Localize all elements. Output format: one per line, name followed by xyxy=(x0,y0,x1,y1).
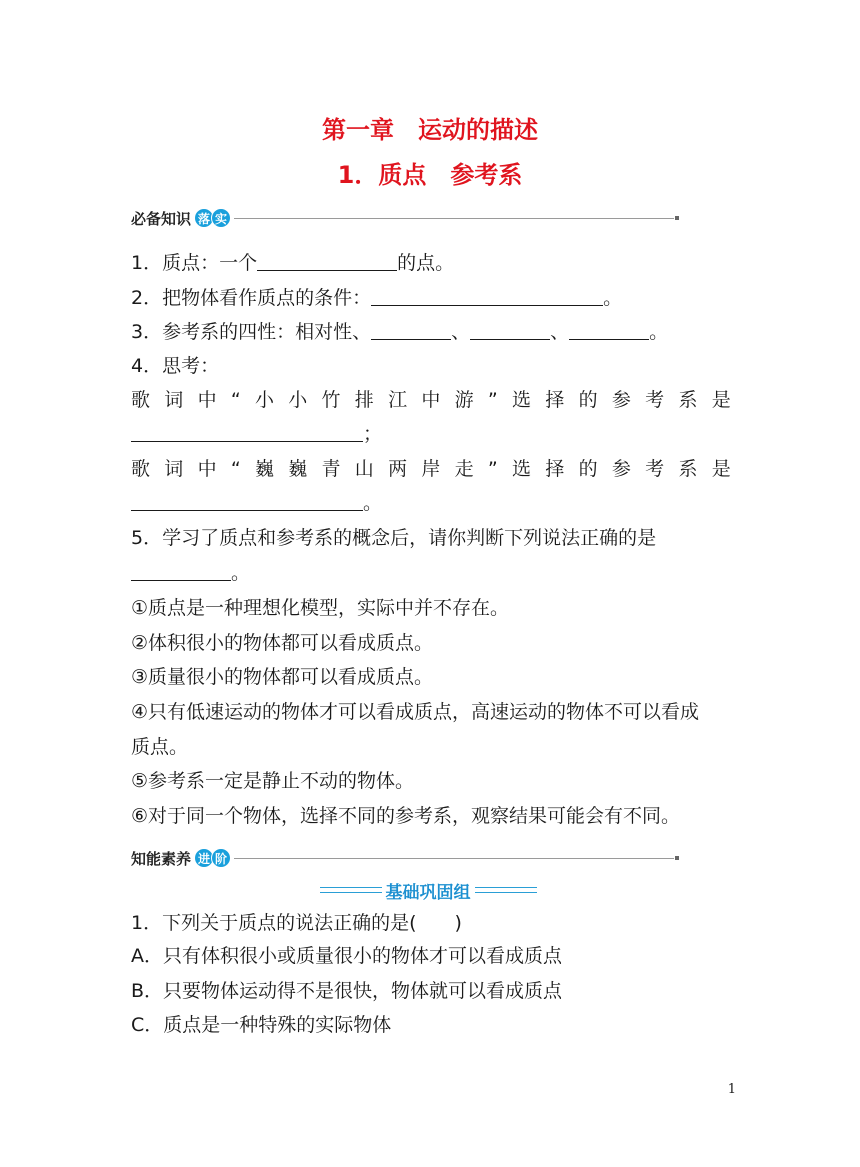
item-text: 的点。 xyxy=(397,252,455,274)
statement-3: ③质量很小的物体都可以看成质点。 xyxy=(131,666,434,688)
line-end: ； xyxy=(363,423,383,445)
lyric-char: 的 xyxy=(578,389,598,411)
lyric-answer-1 xyxy=(131,421,731,447)
lyric-char: 排 xyxy=(354,389,374,411)
lyric-char: 是 xyxy=(711,458,731,480)
lyric-char: 考 xyxy=(645,389,665,411)
lyric-char: “ xyxy=(230,389,241,411)
section-badge xyxy=(194,848,228,868)
lyric-char: 巍 xyxy=(254,458,274,480)
lyric-char: 是 xyxy=(711,389,731,411)
fill-blank[interactable] xyxy=(131,490,363,511)
lyric-answer-2 xyxy=(131,490,731,516)
lyric-char: 两 xyxy=(388,458,408,480)
knowledge-item-4-label: 4．思考： xyxy=(131,355,220,377)
lyric-char: ” xyxy=(487,389,498,411)
lyric-char: 系 xyxy=(678,389,698,411)
divider-end-dot xyxy=(675,216,679,220)
line-end: 。 xyxy=(231,562,251,584)
item-text: 。 xyxy=(603,287,623,309)
lyric-char: 歌 xyxy=(131,389,151,411)
group-title-text: 基础巩固组 xyxy=(385,882,471,903)
knowledge-item-3 xyxy=(131,319,731,345)
knowledge-item-2 xyxy=(131,285,731,311)
exercise-option-b[interactable]: B．只要物体运动得不是很快，物体就可以看成质点 xyxy=(131,980,563,1002)
lyric-char: 小 xyxy=(254,389,274,411)
statement-2: ②体积很小的物体都可以看成质点。 xyxy=(131,632,434,654)
lyric-char: 小 xyxy=(288,389,308,411)
section-header-practice xyxy=(131,846,679,870)
section-label: 必备知识 xyxy=(131,209,192,228)
item-text: 3．参考系的四性：相对性、 xyxy=(131,321,372,343)
badge-char: 落 xyxy=(194,208,214,228)
section-divider xyxy=(234,218,674,219)
lyric-char: 青 xyxy=(321,458,341,480)
lyric-char: 选 xyxy=(512,389,532,411)
fill-blank[interactable] xyxy=(257,250,397,271)
item-text: 2．把物体看作质点的条件： xyxy=(131,287,372,309)
fill-blank[interactable] xyxy=(470,319,550,340)
lyric-char: 参 xyxy=(611,458,631,480)
lyric-char: 中 xyxy=(197,458,217,480)
lyric-char: 选 xyxy=(512,458,532,480)
fill-blank[interactable] xyxy=(569,319,649,340)
lyric-char: 山 xyxy=(354,458,374,480)
lyric-char: 游 xyxy=(454,389,474,411)
fill-blank[interactable] xyxy=(371,285,603,306)
item-text: 。 xyxy=(649,321,669,343)
fill-blank[interactable] xyxy=(371,319,451,340)
group-title xyxy=(308,877,548,903)
lyric-char: 岸 xyxy=(421,458,441,480)
knowledge-item-1 xyxy=(131,250,731,276)
lyric-question-2 xyxy=(131,456,731,482)
separator: 、 xyxy=(550,321,570,343)
lyric-char: 的 xyxy=(578,458,598,480)
lyric-char: 择 xyxy=(545,458,565,480)
lyric-char: 中 xyxy=(197,389,217,411)
section-header-knowledge xyxy=(131,206,679,230)
lyric-question-1 xyxy=(131,387,731,413)
statement-4: ④只有低速运动的物体才可以看成质点，高速运动的物体不可以看成 xyxy=(131,701,700,723)
section-divider xyxy=(234,858,674,859)
statement-6: ⑥对于同一个物体，选择不同的参考系，观察结果可能会有不同。 xyxy=(131,805,681,827)
lyric-char: 参 xyxy=(611,389,631,411)
lyric-char: 走 xyxy=(454,458,474,480)
section-label: 知能素养 xyxy=(131,849,192,868)
chapter-title: 第一章 运动的描述 xyxy=(322,116,538,144)
exercise-question: 1．下列关于质点的说法正确的是( ) xyxy=(131,912,462,934)
separator: 、 xyxy=(451,321,471,343)
lesson-title: 1．质点 参考系 xyxy=(337,161,523,189)
exercise-option-a[interactable]: A．只有体积很小或质量很小的物体才可以看成质点 xyxy=(131,945,562,967)
lyric-char: “ xyxy=(230,458,241,480)
lyric-char: 择 xyxy=(545,389,565,411)
badge-char: 实 xyxy=(211,208,231,228)
lyric-char: 歌 xyxy=(131,458,151,480)
lyric-char: 江 xyxy=(388,389,408,411)
knowledge-item-5-answer xyxy=(131,560,731,586)
lyric-char: 竹 xyxy=(321,389,341,411)
line-end: 。 xyxy=(363,492,383,514)
lyric-char: 词 xyxy=(164,458,184,480)
fill-blank[interactable] xyxy=(131,560,231,581)
knowledge-item-5: 5．学习了质点和参考系的概念后，请你判断下列说法正确的是 xyxy=(131,527,657,549)
exercise-option-c[interactable]: C．质点是一种特殊的实际物体 xyxy=(131,1014,392,1036)
divider-end-dot xyxy=(675,856,679,860)
lyric-char: 考 xyxy=(645,458,665,480)
badge-char: 阶 xyxy=(211,848,231,868)
lyric-char: 巍 xyxy=(288,458,308,480)
statement-4-cont: 质点。 xyxy=(131,736,189,758)
double-rule-left xyxy=(320,887,382,893)
item-text: 1．质点：一个 xyxy=(131,252,258,274)
section-badge xyxy=(194,208,228,228)
lyric-char: ” xyxy=(487,458,498,480)
statement-1: ①质点是一种理想化模型，实际中并不存在。 xyxy=(131,597,510,619)
lyric-char: 中 xyxy=(421,389,441,411)
badge-char: 进 xyxy=(194,848,214,868)
page-number: 1 xyxy=(727,1082,736,1097)
fill-blank[interactable] xyxy=(131,421,363,442)
statement-5: ⑤参考系一定是静止不动的物体。 xyxy=(131,770,415,792)
lyric-char: 系 xyxy=(678,458,698,480)
lyric-char: 词 xyxy=(164,389,184,411)
double-rule-right xyxy=(475,887,537,893)
